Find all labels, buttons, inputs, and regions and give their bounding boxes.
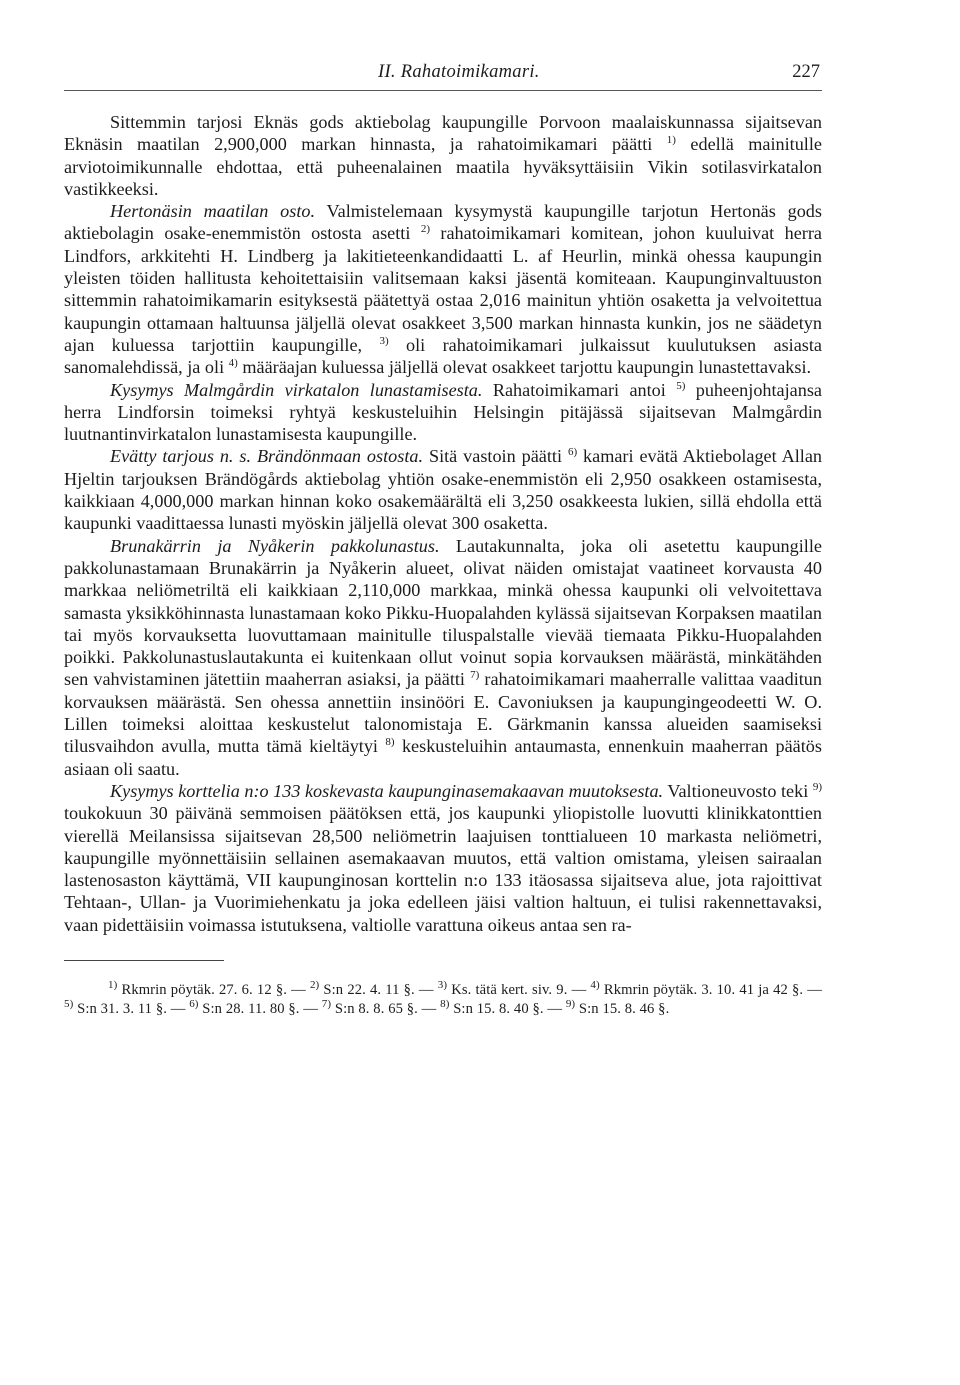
paragraph-text: Sittemmin tarjosi Eknäs gods aktiebolag kaupungille Porvoon maalaiskunnassa sijaitsevan Eknäsin maatilan 2,900,000 markan hinnasta, ja rahatoimikamari päätti <box>64 112 822 155</box>
footnote-reference: 6) <box>567 446 578 459</box>
footnote-text: S:n 31. 3. 11 §. <box>73 1001 167 1018</box>
footnote-mark: 1) <box>108 979 118 992</box>
document-page <box>64 58 822 1020</box>
footnote-mark: 6) <box>189 998 199 1011</box>
paragraph <box>64 379 822 446</box>
footnote-text: S:n 8. 8. 65 §. <box>331 1001 418 1018</box>
footnote-text: Ks. tätä kert. siv. 9. <box>447 981 568 998</box>
footnote-reference: 3) <box>379 334 389 347</box>
paragraph-text: keskusteluihin antaumasta, ennenkuin maaherran päätös asiaan oli saatu. <box>64 736 822 779</box>
paragraph <box>64 780 822 936</box>
footnote-text: Rkmrin pöytäk. 3. 10. 41 ja 42 §. <box>599 981 804 998</box>
paragraph-text: edellä mainitulle arviotoimikunnalle ehdottaa, että puheenalainen maatila hyväksyttäisiin Vikin sotilasvirkatalon vastikkeeksi. <box>64 134 822 199</box>
section-subheading: Evätty tarjous n. s. Brändönmaan ostosta. <box>110 446 424 467</box>
footnote-item <box>64 998 167 1018</box>
footnote-reference: 8) <box>385 736 395 749</box>
footnote-item <box>321 998 418 1018</box>
footnote-reference: 5) <box>676 379 686 392</box>
paragraph-text: Lautakunnalta, joka oli asetettu kaupungille pakkolunastamaan Brunakärrin ja Nyåkerin alueet, olivat näiden omistajat vaatineet korvausta 40 markkaa neliömetriltä eli kaikkiaan 2,110,000 markkaa, minkä ohessa kaupunki oli velvoitettava samasta yksikköhinnasta lunastamaan koko Pikku-Huopalahden kylässä sijaitsevan Korpaksen maatilan tai myös korvauksetta luovuttamaan mainitulle tiluspalstalle vievää tiemaata Pikku-Huopalahden poikki. Pakkolunastuslautakunta ei kuitenkaan ollut voinut sopia korvauksen määrästä, minkätähden sen vahvistaminen jätettiin maaherran asiaksi, ja päätti <box>64 535 822 690</box>
paragraph-text: rahatoimikamari maaherralle valittaa vaaditun korvauksen määrästä. Sen ohessa annettiin insinööri E. Cavoniuksen ja kaupungingeodeetti W. O. Lillen toimeksi aloittaa keskustelut talonomistaja E. Gärkmanin kanssa alueiden saamiseksi tilusvaihdon avulla, mutta tämä kieltäytyi <box>64 669 822 757</box>
footnote-item <box>309 979 415 998</box>
paragraph <box>64 111 822 200</box>
footnote-rule <box>64 960 224 961</box>
footnote-item <box>189 998 300 1018</box>
footnote-mark: 9) <box>565 998 576 1011</box>
paragraph-text: Valtioneuvosto teki <box>663 780 813 801</box>
footnote-text: Rkmrin pöytäk. 27. 6. 12 §. <box>117 981 287 998</box>
section-subheading: Kysymys Malmgårdin virkatalon lunastamisesta. <box>110 379 483 400</box>
section-subheading: Brunakärrin ja Nyåkerin pakkolunastus. <box>110 535 440 556</box>
footnote-item <box>565 998 670 1018</box>
footnote-text: S:n 15. 8. 46 §. <box>575 1001 670 1018</box>
footnote-mark: 7) <box>321 998 332 1011</box>
footnote-text: S:n 15. 8. 40 §. <box>449 1001 544 1018</box>
footnote-reference: 9) <box>812 780 822 793</box>
footnote-mark: 5) <box>64 998 74 1011</box>
footnote-item <box>590 979 804 998</box>
paragraph-text: kamari evätä Aktiebolaget Allan Hjeltin tarjouksen Brändögårds aktiebolag yhtiön osake-enemmistön eli 2,950 osakkeen ostamisesta, kaikkiaan 4,000,000 markan hinnan koko osakemäärältä eli 3,250 osakkeesta lukien, sillä ehdolla että kaupunki vaadittaessa lunasti myöskin jäljellä olevat 300 osaketta. <box>64 446 822 534</box>
paragraph-text: oli rahatoimikamari julkaissut kuulutuksen asiasta sanomalehdissä, ja oli <box>64 334 822 378</box>
chapter-title: II. Rahatoimikamari. <box>378 62 540 82</box>
body-text <box>64 111 822 936</box>
paragraph <box>64 445 822 534</box>
footnote-item <box>108 979 287 998</box>
footnote-mark: 4) <box>590 979 600 992</box>
footnote-reference: 2) <box>420 223 431 236</box>
footnote-mark: 2) <box>309 979 320 992</box>
section-subheading: Hertonäsin maatilan osto. <box>110 201 316 222</box>
footnote-text: S:n 22. 4. 11 §. <box>319 981 415 998</box>
paragraph <box>64 535 822 780</box>
paragraph-text: Sitä vastoin päätti <box>423 446 568 467</box>
paragraph-text: rahatoimikamari komitean, johon kuuluivat herra Lindfors, arkkitehti H. Lindberg ja lakitieteenkandidaatti L. af Heurlin, minkä ohessa kaupungin yleisten töiden hallitusta kehoitettaisiin valitsemaan kaksi jäsentä komiteaan. Kaupunginvaltuuston sittemmin rahatoimikamarin esityksestä päätettyä ostaa 2,016 mainitun yhtiön osaketta ja velvoitettua kaupungin ottamaan haltuunsa jäljellä olevat osakkeet 3,500 markan hinnasta kunkin, jos ne säädetyn ajan kuluessa tarjottiin kaupungille, <box>64 223 822 355</box>
footnote-mark: 8) <box>440 998 450 1011</box>
page-number: 227 <box>792 62 820 82</box>
paragraph-text: Valmistelemaan kysymystä kaupungille tarjotun Hertonäs gods aktiebolagin osake-enemmistön ostosta asetti <box>64 201 822 244</box>
footnotes: $^{1)}$ Rkmrin pöytäk. 27. 6. 12 §. — $^{2)}$ S:n 22. 4. 11 §. — $^{3)}$ Ks. tätä kert. siv. 9. — $^{4)}$ Rkmrin pöytäk. 3. 10. 41 ja 42 §. — $^{5)}$ S:n 31. 3. 11 §. — $^{6)}$ S:n 28. 11. 80 §. — $^{7)}$ S:n 8. 8. 65 §. — $^{8)}$ S:n 15. 8. 40 §. — $^{9)}$ S:n 15. 8. 46 §. <box>64 979 822 1018</box>
paragraph-text: toukokuun 30 päivänä semmoisen päätöksen että, jos kaupunki yliopistolle luovutti klinikkatonttien vierellä Meilansissa sijaitsevan 28,500 neliömetrin laajuisen tonttialueen 10 markasta neliömetri, kaupungille myönnettäisiin sellainen asemakaavan muutos, että valtion omistama, yleisen sairaalan lastenosaston käyttämä, VII kaupunginosan korttelin n:o 133 itäosassa sijaitseva alue, jota rajoittivat Tehtaan-, Ullan- ja Vuorimiehenkatu ja joka edelleen jäisi valtion haltuun, ei tulisi rakennettavaksi, vaan pidettäisiin voimassa istutuksena, valtiolle varattuna oikeus antaa sen ra- <box>64 803 822 935</box>
footnote-text: S:n 28. 11. 80 §. <box>198 1001 300 1018</box>
footnote-reference: 7) <box>470 669 480 682</box>
footnote-mark: 3) <box>437 979 448 992</box>
footnote-item <box>440 998 544 1018</box>
section-subheading: Kysymys korttelia n:o 133 koskevasta kaupunginasemakaavan muutoksesta. <box>110 780 664 801</box>
footnote-reference: 4) <box>228 357 238 370</box>
paragraph <box>64 200 822 378</box>
paragraph-text: määräajan kuluessa jäljellä olevat osakkeet tarjottu kaupungin lunastettavaksi. <box>237 357 812 378</box>
paragraph-text: puheenjohtajansa herra Lindforsin toimeksi ryhtyä keskusteluihin Helsingin pitäjässä sijaitsevan Malmgårdin luutnantinvirkatalon lunastamisesta kaupungille. <box>64 379 823 445</box>
paragraph-text: Rahatoimikamari antoi <box>482 379 677 400</box>
footnote-reference: 1) <box>666 134 676 147</box>
footnote-item <box>437 979 568 998</box>
running-header <box>64 58 822 91</box>
